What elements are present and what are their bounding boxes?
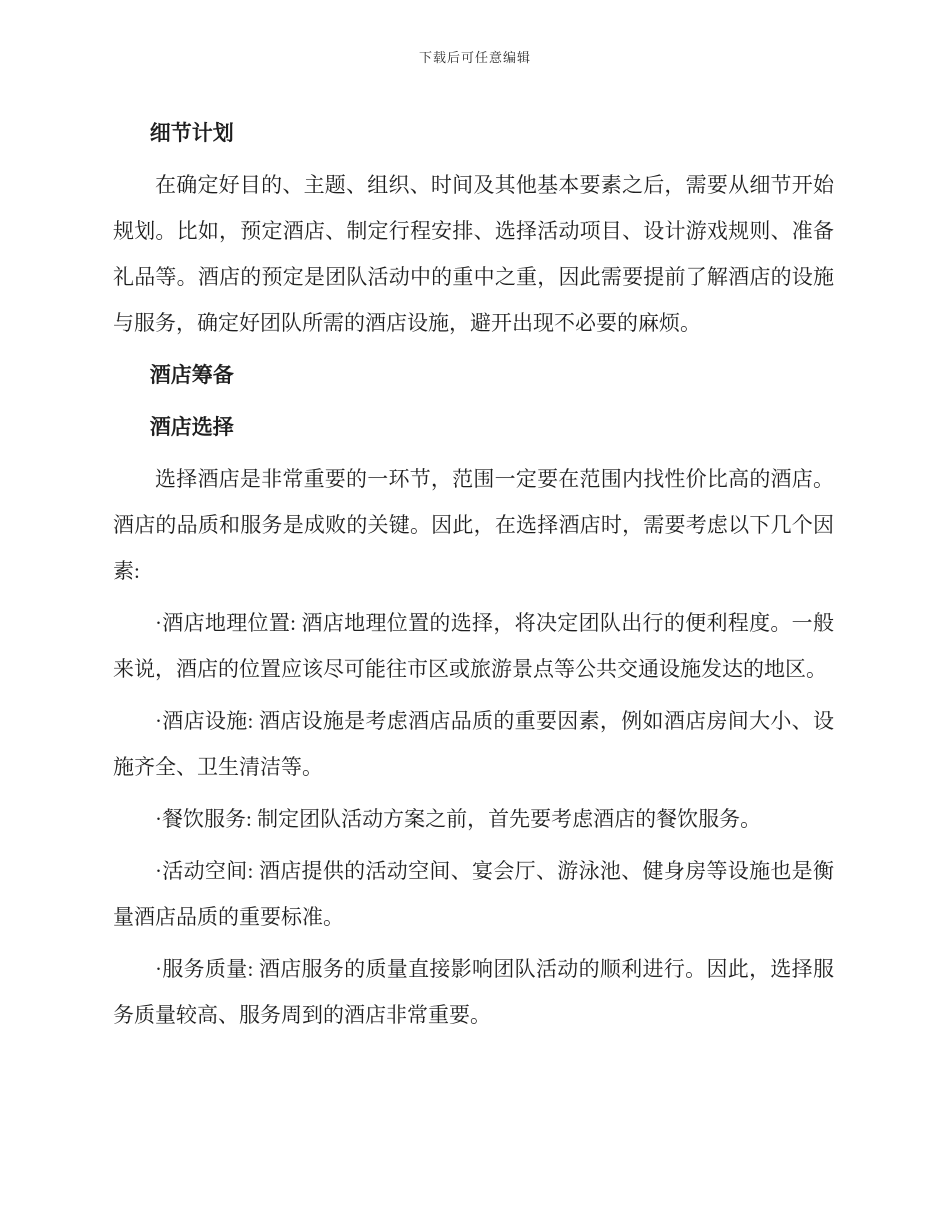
doc-title: 细节计划 <box>149 121 234 145</box>
section-heading: 酒店筹备 <box>149 363 234 387</box>
bullet-paragraph: ·酒店设施: 酒店设施是考虑酒店品质的重要因素，例如酒店房间大小、设施齐全、卫生清洁等。 <box>113 709 834 779</box>
body-paragraph: 在确定好目的、主题、组织、时间及其他基本要素之后，需要从细节开始规划。比如，预定酒店、制定行程安排、选择活动项目、设计游戏规则、准备礼品等。酒店的预定是团队活动中的重中之重，因此需要提前了解酒店的设施与服务，确定好团队所需的酒店设施，避开出现不必要的麻烦。 <box>113 173 834 335</box>
bullet-paragraph: ·餐饮服务: 制定团队活动方案之前，首先要考虑酒店的餐饮服务。 <box>155 807 762 831</box>
bullet-paragraph: ·酒店地理位置: 酒店地理位置的选择，将决定团队出行的便利程度。一般来说，酒店的位置应该尽可能往市区或旅游景点等公共交通设施发达的地区。 <box>113 611 834 681</box>
body-paragraph: 选择酒店是非常重要的一环节，范围一定要在范围内找性价比高的酒店。酒店的品质和服务是成败的关键。因此，在选择酒店时，需要考虑以下几个因素: <box>113 467 834 583</box>
section-heading: 酒店选择 <box>149 415 234 439</box>
bullet-paragraph: ·活动空间: 酒店提供的活动空间、宴会厅、游泳池、健身房等设施也是衡量酒店品质的重要标准。 <box>113 859 834 929</box>
bullet-paragraph: ·服务质量: 酒店服务的质量直接影响团队活动的顺利进行。因此，选择服务质量较高、服务周到的酒店非常重要。 <box>113 957 834 1027</box>
header-watermark: 下载后可任意编辑 <box>418 50 531 65</box>
document-body <box>113 110 834 1038</box>
